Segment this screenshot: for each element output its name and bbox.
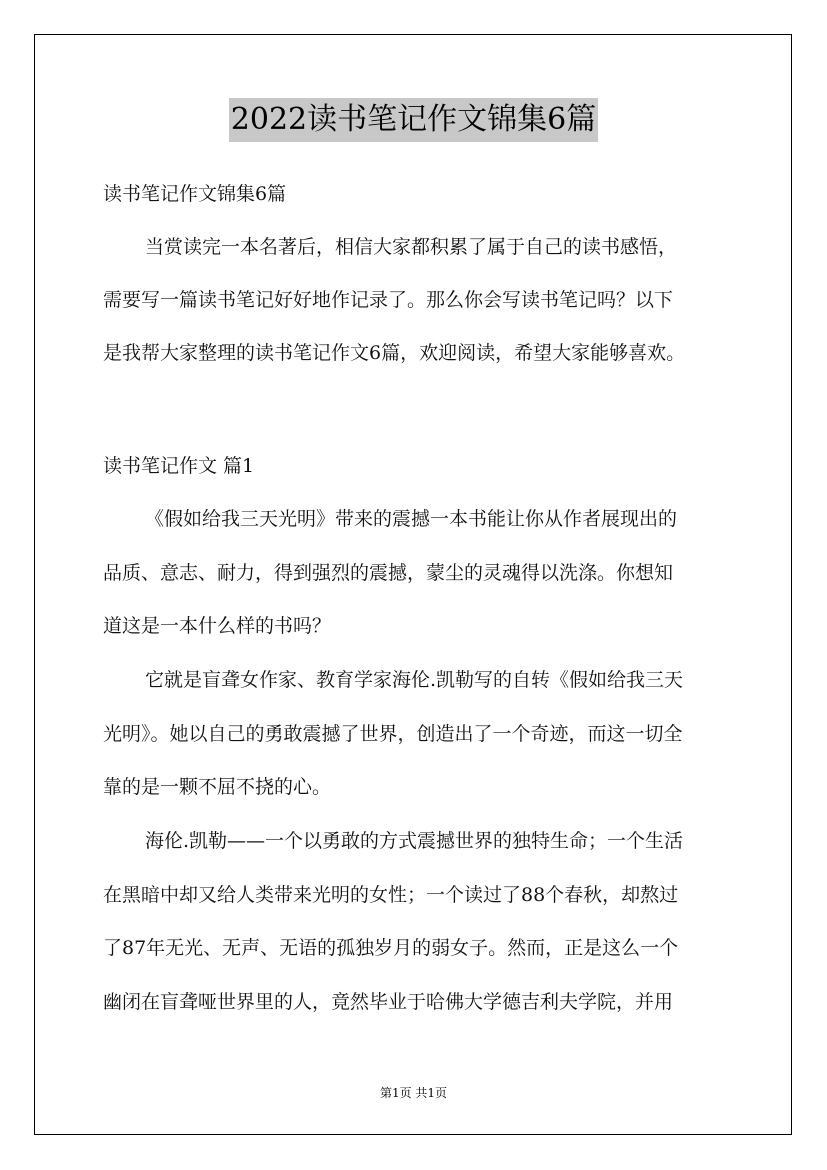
paragraph-line: 海伦.凯勒——一个以勇敢的方式震撼世界的独特生命；一个生活 (145, 830, 684, 852)
title-container (0, 98, 827, 142)
paragraph-line: 品质、意志、耐力，得到强烈的震撼，蒙尘的灵魂得以洗涤。你想知 (103, 562, 674, 584)
paragraph-line: 道这是一本什么样的书吗？ (103, 615, 332, 637)
paragraph-line: 它就是盲聋女作家、教育学家海伦.凯勒写的自转《假如给我三天 (145, 669, 684, 691)
intro-line: 需要写一篇读书笔记好好地作记录了。那么你会写读书笔记吗？以下 (103, 289, 674, 311)
paragraph-line: 了87年无光、无声、无语的孤独岁月的弱女子。然而，正是这么一个 (103, 937, 679, 959)
document-title: 2022读书笔记作文锦集6篇 (229, 98, 598, 142)
paragraph-line: 靠的是一颗不屈不挠的心。 (103, 776, 332, 798)
page-footer: 第1页 共1页 (379, 1086, 448, 1100)
document-subtitle: 读书笔记作文锦集6篇 (103, 183, 287, 205)
section-heading: 读书笔记作文 篇1 (103, 455, 255, 477)
paragraph-line: 光明》。她以自己的勇敢震撼了世界，创造出了一个奇迹，而这一切全 (103, 723, 683, 745)
intro-line: 是我帮大家整理的读书笔记作文6篇，欢迎阅读，希望大家能够喜欢。 (103, 342, 686, 364)
paragraph-line: 在黑暗中却又给人类带来光明的女性；一个读过了88个春秋，却熬过 (103, 884, 679, 906)
paragraph-line: 《假如给我三天光明》带来的震撼一本书能让你从作者展现出的 (145, 508, 678, 530)
paragraph-line: 幽闭在盲聋哑世界里的人，竟然毕业于哈佛大学德吉利夫学院，并用 (103, 991, 674, 1013)
intro-line: 当赏读完一本名著后，相信大家都积累了属于自己的读书感悟， (145, 236, 678, 258)
